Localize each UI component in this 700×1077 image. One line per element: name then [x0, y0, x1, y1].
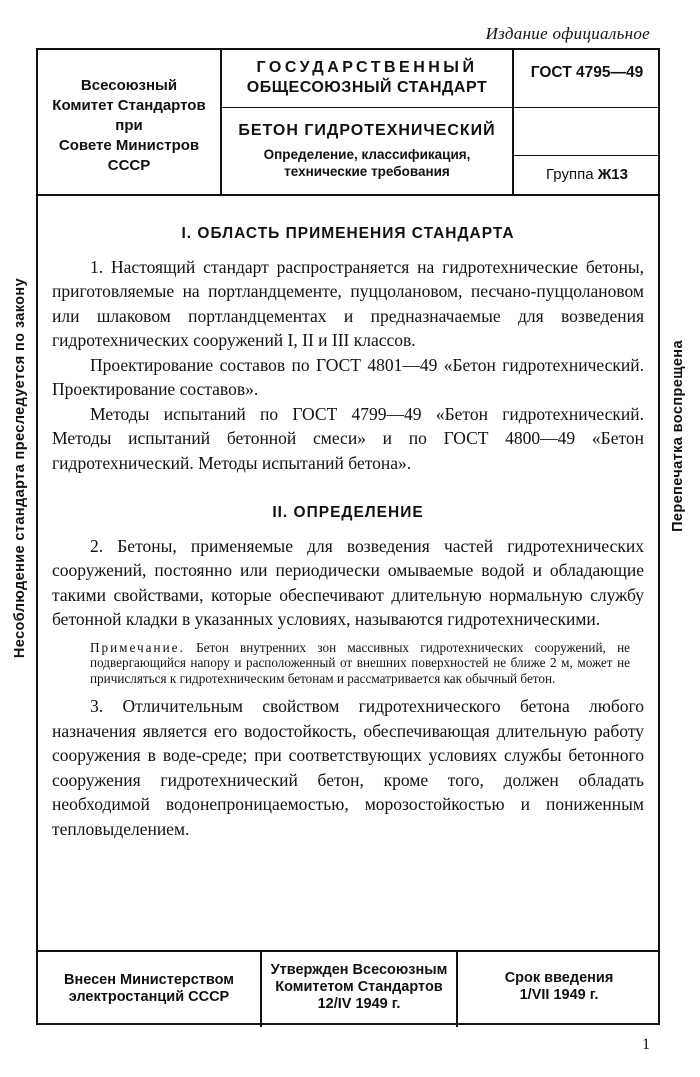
authority-line: Комитет Стандартов [52, 97, 206, 114]
side-note-reprint: Перепечатка воспрещена [670, 340, 686, 532]
approved-cell [262, 952, 458, 1027]
footer-line: Комитетом Стандартов [275, 979, 443, 995]
paragraph: 2. Бетоны, применяемые для возведения частей гидротехнических сооружений, постоянно или периодически омываемые водой и обладающие такими свойствами, которые обеспечивают длительную нормальную службу бетонной кладки в указанных условиях, называются гидротехническими. [52, 535, 644, 629]
authority-cell [38, 50, 222, 194]
gost-number: ГОСТ 4795—49 [514, 50, 660, 108]
standard-type-line: ГОСУДАРСТВЕННЫЙ [256, 59, 478, 76]
header-block [38, 50, 658, 196]
document-body [52, 210, 644, 841]
note [90, 640, 630, 687]
standard-type-line: ОБЩЕСОЮЗНЫЙ СТАНДАРТ [246, 79, 488, 96]
document-title: БЕТОН ГИДРОТЕХНИЧЕСКИЙ [238, 122, 496, 139]
paragraph: Проектирование составов по ГОСТ 4801—49 «Бетон гидротехнический. Проектирование составов». [52, 354, 644, 399]
footer-line: Утвержден Всесоюзным [270, 962, 448, 978]
section-title: II. ОПРЕДЕЛЕНИЕ [272, 504, 424, 521]
section-title: I. ОБЛАСТЬ ПРИМЕНЕНИЯ СТАНДАРТА [181, 225, 515, 242]
subtitle-line: технические требования [284, 164, 450, 179]
authority-line: Совете Министров [58, 137, 200, 154]
empty-cell [514, 108, 660, 156]
group-cell [514, 156, 660, 194]
side-note-legal: Несоблюдение стандарта преследуется по закону [12, 277, 28, 659]
spacer [52, 475, 644, 489]
footer-line: Срок введения [504, 970, 614, 986]
edition-label: Издание официальное [485, 24, 650, 43]
effective-cell [458, 952, 660, 1027]
footer-line: 1/VII 1949 г. [519, 987, 599, 1003]
subtitle-line: Определение, классификация, [263, 147, 471, 162]
paragraph: Методы испытаний по ГОСТ 4799—49 «Бетон гидротехнический. Методы испытаний бетонной смеси» и по ГОСТ 4800—49 «Бетон гидротехнический. Методы испытаний бетона». [52, 403, 644, 473]
paragraph: 1. Настоящий стандарт распространяется на гидротехнические бетоны, приготовляемые на портландцементе, пуццолановом, песчано-пуццолановом или шлаковом портландцементах и предназначаемые для возведения гидротехнических сооружений I, II и III классов. [52, 256, 644, 350]
footer-line: электростанций СССР [68, 989, 230, 1005]
note-text: Бетон внутренних зон массивных гидротехнических сооружений, не подвергающийся напору и расположенный от внешних поверхностей не ближе 2 м, может не причисляться к гидротехническим бетонам и рассматривается как обычный бетон. [90, 639, 630, 686]
introduced-cell [38, 952, 262, 1027]
group-code: Ж13 [597, 166, 628, 183]
authority-line: Всесоюзный [80, 77, 178, 94]
footer-line: 12/IV 1949 г. [317, 996, 401, 1012]
note-label: Примечание. [90, 639, 185, 655]
document-subtitle [222, 146, 512, 180]
footer-block [38, 950, 658, 1027]
title-cell [222, 108, 514, 194]
authority-line: при [115, 117, 143, 134]
standard-type-cell [222, 50, 514, 108]
group-label: Группа [546, 166, 594, 183]
footer-line: Внесен Министерством [63, 972, 235, 988]
paragraph: 3. Отличительным свойством гидротехнического бетона любого назначения является его водостойкость, обеспечивающая длительную работу сооружения в воде-среде; при соответствующих условиях службы бетонного сооружения гидротехнический бетон, кроме того, должен обладать необходимой водонепроницаемостью, морозостойкостью и пониженным тепловыделением. [52, 696, 644, 839]
authority-line: СССР [107, 157, 151, 174]
page-number: 1 [642, 1036, 650, 1053]
